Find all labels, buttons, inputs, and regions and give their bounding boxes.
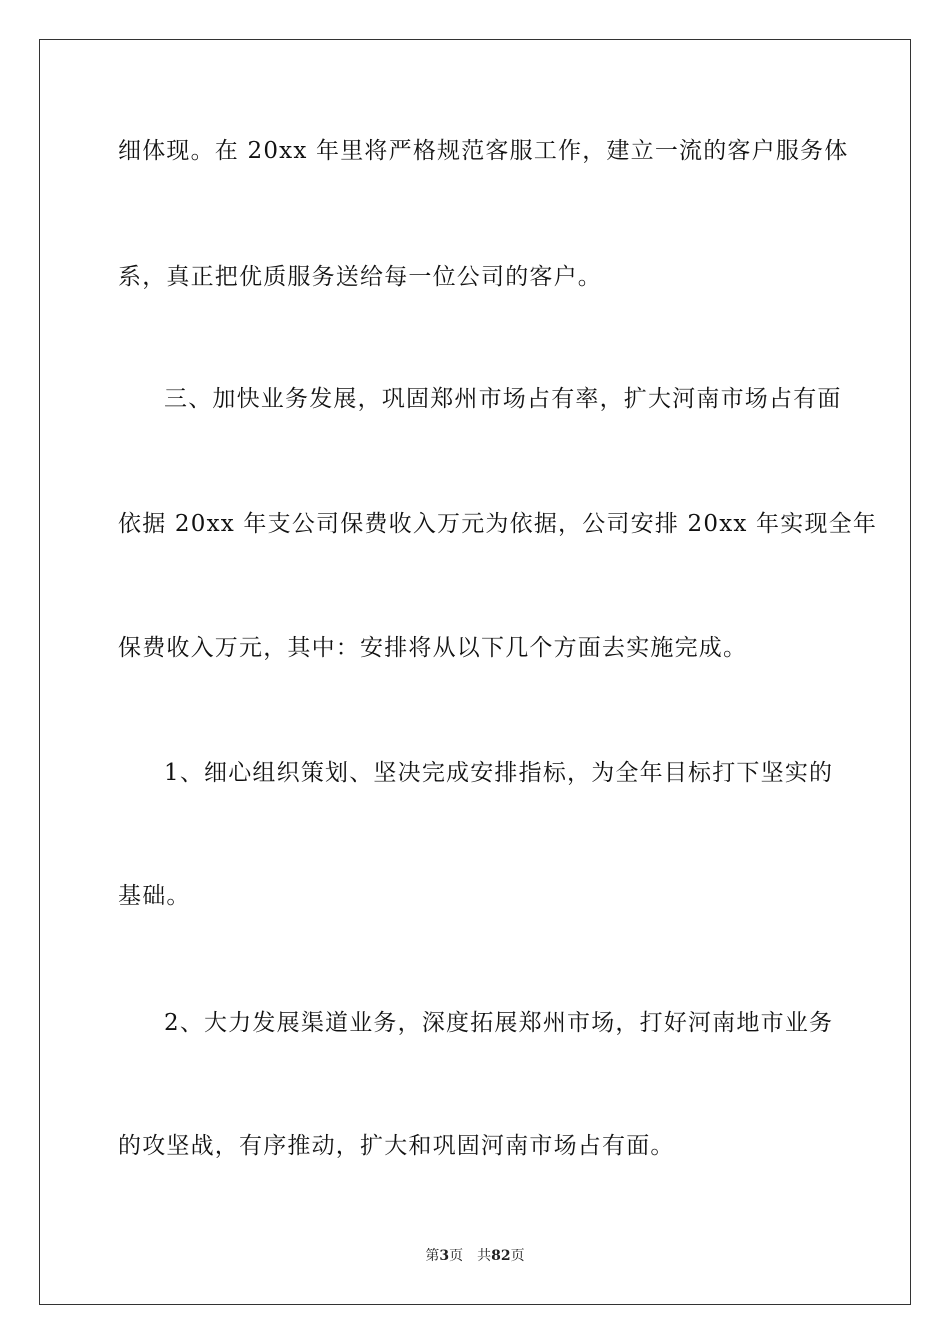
footer-total-pages: 82 [491,1248,511,1264]
footer-total-suffix: 页 [510,1248,525,1264]
list-item-2: 2、大力发展渠道业务，深度拓展郑州市场，打好河南地市业务 [164,1010,834,1036]
page-border [39,39,911,1305]
list-item-2-continued: 的攻坚战，有序推动，扩大和巩固河南市场占有面。 [118,1133,675,1159]
body-line-1: 细体现。在 20xx 年里将严格规范客服工作，建立一流的客户服务体 [118,138,849,164]
body-line-4: 依据 20xx 年支公司保费收入万元为依据，公司安排 20xx 年实现全年 [118,511,878,537]
list-item-1-continued: 基础。 [118,883,191,909]
footer-page-suffix: 页 [449,1248,464,1264]
footer-total-prefix: 共 [477,1248,492,1264]
list-item-1: 1、细心组织策划、坚决完成安排指标，为全年目标打下坚实的 [164,760,834,786]
footer-page-prefix: 第 [425,1248,440,1264]
body-line-2: 系，真正把优质服务送给每一位公司的客户。 [118,264,602,290]
section-heading-3: 三、加快业务发展，巩固郑州市场占有率，扩大河南市场占有面 [164,386,842,412]
page-footer [0,1246,950,1266]
footer-page-number: 3 [439,1248,450,1264]
body-line-5: 保费收入万元，其中：安排将从以下几个方面去实施完成。 [118,635,748,661]
